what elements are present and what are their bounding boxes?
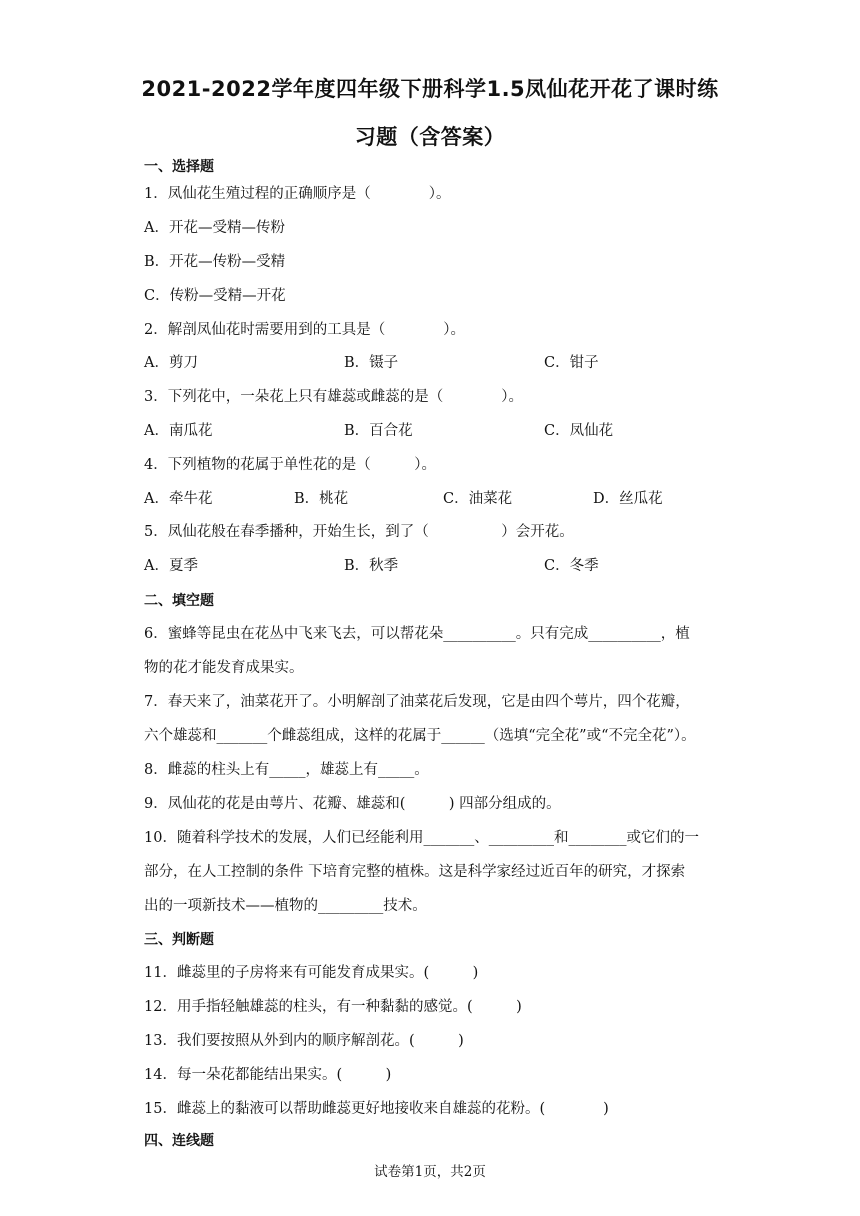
question-13: 13．我们要按照从外到内的顺序解剖花。( ) <box>144 1033 464 1049</box>
question-4-option-c: C．油菜花 <box>443 491 513 507</box>
question-4-option-d: D．丝瓜花 <box>593 491 663 507</box>
question-3-option-a: A．南瓜花 <box>144 423 213 439</box>
question-10-line2: 部分，在人工控制的条件 下培育完整的植株。这是科学家经过近百年的研究，才探索 <box>144 864 686 880</box>
section-heading-matching: 四、连线题 <box>144 1133 214 1149</box>
question-10-line1: 10．随着科学技术的发展，人们已经能利用_______、_________和________或它们的一 <box>144 830 699 846</box>
question-2-option-c: C．钳子 <box>544 355 599 371</box>
question-8: 8．雌蕊的柱头上有_____，雄蕊上有_____。 <box>144 762 429 778</box>
question-4: 4．下列植物的花属于单性花的是（ ）。 <box>144 457 436 473</box>
question-5-option-a: A．夏季 <box>144 558 198 574</box>
question-5-option-c: C．冬季 <box>544 558 599 574</box>
question-2: 2．解剖凤仙花时需要用到的工具是（ ）。 <box>144 322 465 338</box>
question-1-option-b: B．开花—传粉—受精 <box>144 254 286 270</box>
question-5: 5．凤仙花般在春季播种，开始生长，到了（ ）会开花。 <box>144 524 574 540</box>
question-3-option-c: C．凤仙花 <box>544 423 614 439</box>
question-7-line1: 7．春天来了，油菜花开了。小明解剖了油菜花后发现，它是由四个萼片，四个花瓣， <box>144 694 690 710</box>
question-2-option-a: A．剪刀 <box>144 355 198 371</box>
question-5-option-b: B．秋季 <box>344 558 399 574</box>
document-title-line2: 习题（含答案） <box>354 125 506 149</box>
section-heading-judgement: 三、判断题 <box>144 932 214 948</box>
question-6-line1: 6．蜜蜂等昆虫在花丛中飞来飞去，可以帮花朵__________。只有完成__________，植 <box>144 626 690 642</box>
document-title-line1: 2021-2022学年度四年级下册科学1.5凤仙花开花了课时练 <box>141 77 719 101</box>
question-15: 15．雌蕊上的黏液可以帮助雌蕊更好地接收来自雄蕊的花粉。( ) <box>144 1101 609 1117</box>
question-1-option-a: A．开花—受精—传粉 <box>144 220 285 236</box>
question-3: 3．下列花中，一朵花上只有雄蕊或雌蕊的是（ ）。 <box>144 389 523 405</box>
question-4-option-a: A．牵牛花 <box>144 491 213 507</box>
question-1: 1．凤仙花生殖过程的正确顺序是（ ）。 <box>144 186 451 202</box>
question-1-option-c: C．传粉—受精—开花 <box>144 288 286 304</box>
section-heading-choice: 一、选择题 <box>144 159 214 175</box>
question-12: 12．用手指轻触雄蕊的柱头，有一种黏黏的感觉。( ) <box>144 999 522 1015</box>
question-7-line2: 六个雄蕊和_______个雌蕊组成，这样的花属于______（选填“完全花”或“不完全花”）。 <box>144 728 696 744</box>
question-4-option-b: B．桃花 <box>294 491 349 507</box>
page-footer: 试卷第1页，共2页 <box>374 1164 486 1180</box>
question-9: 9．凤仙花的花是由萼片、花瓣、雄蕊和( ) 四部分组成的。 <box>144 796 561 812</box>
question-10-line3: 出的一项新技术——植物的_________技术。 <box>144 898 427 914</box>
question-2-option-b: B．镊子 <box>344 355 399 371</box>
question-11: 11．雌蕊里的子房将来有可能发育成果实。( ) <box>144 965 479 981</box>
question-6-line2: 物的花才能发育成果实。 <box>144 660 304 676</box>
question-3-option-b: B．百合花 <box>344 423 413 439</box>
section-heading-fill: 二、填空题 <box>144 593 214 609</box>
question-14: 14．每一朵花都能结出果实。( ) <box>144 1067 392 1083</box>
